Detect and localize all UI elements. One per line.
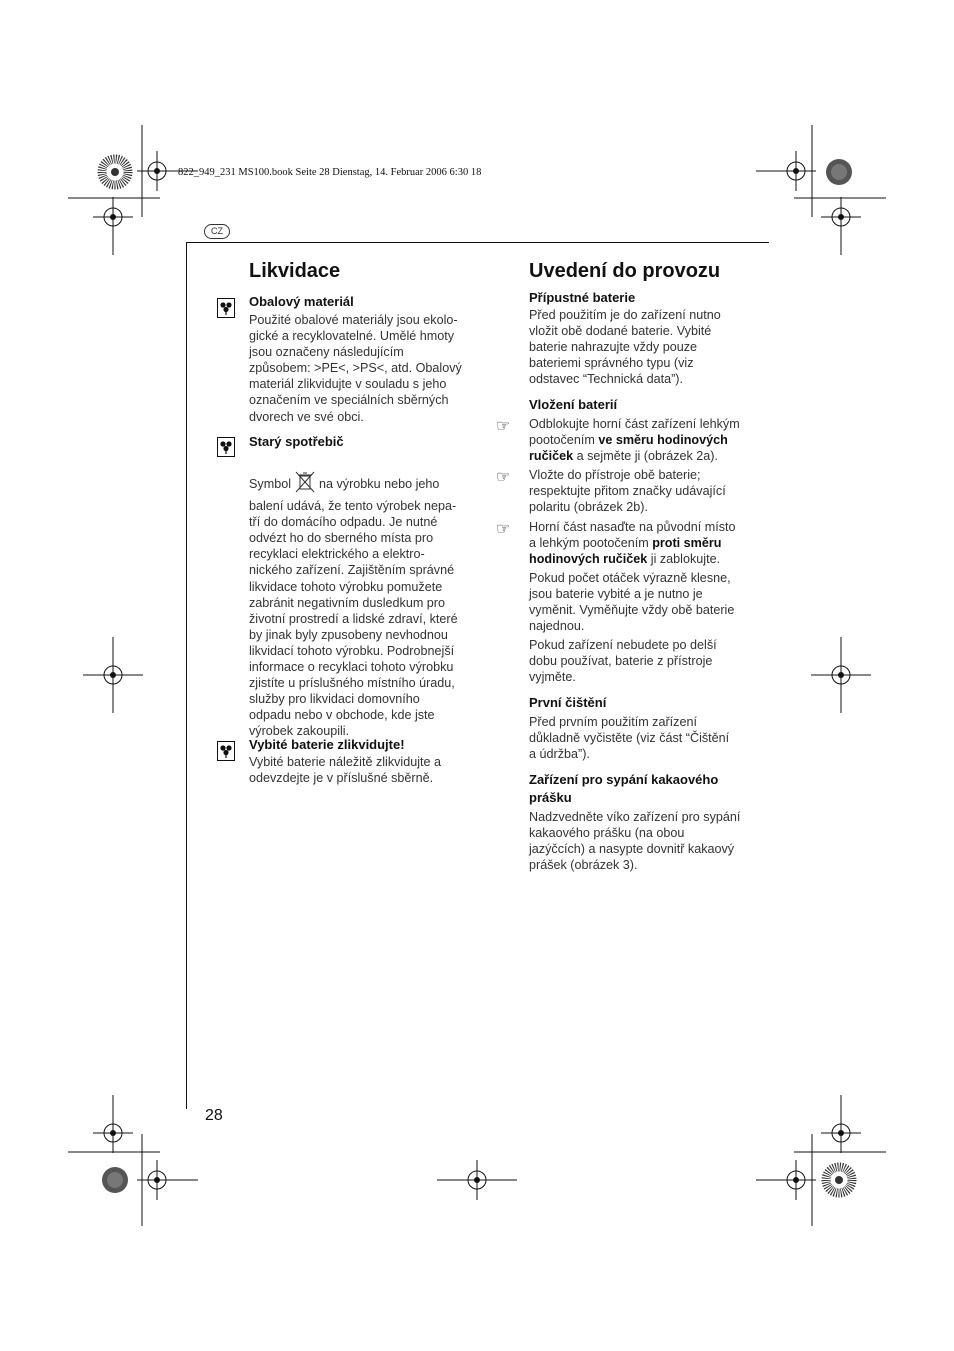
paragraph: Použité obalové materiály jsou ekolo- gické a recyklovatelné. Umělé hmoty jsou označeny následujícím způsobem: >PE<, >PS<, atd. Obalový materiál zlikvidujte v souladu s jeho označením ve speciálních sběrných dvorech ve své obci. (249, 313, 462, 424)
pointing-hand-icon: ☞ (496, 418, 511, 435)
page-number: 28 (205, 1107, 223, 1124)
pointing-hand-icon: ☞ (496, 469, 511, 486)
subheading: Vložení baterií (529, 397, 618, 412)
language-badge: CZ (204, 224, 230, 239)
print-slug: 822_949_231 MS100.book Seite 28 Dienstag, 14. Februar 2006 6:30 18 (178, 167, 482, 178)
section-title-uvedeni: Uvedení do provozu (529, 260, 721, 282)
instruction-step: Vložte do přístroje obě baterie; respektujte přitom značky udávající polaritu (obrázek 2b). (529, 468, 726, 515)
margin-rule (186, 242, 187, 1109)
paragraph: Pokud zařízení nebudete po delší dobu používat, baterie z přístroje vyjměte. (529, 638, 717, 685)
paragraph: Před použitím je do zařízení nutno vložit obě dodané baterie. Vybité baterie nahrazujte vždy pouze bateriemi správného typu (viz odstavec “Technická data”). (529, 308, 721, 387)
recycling-icon (217, 437, 235, 457)
paragraph: Nadzvedněte víko zařízení pro sypání kakaového prášku (na obou jazýčcích) a nasypte dovnitř kakaový prášek (obrázek 3). (529, 810, 741, 873)
subheading: Vybité baterie zlikvidujte! (249, 737, 405, 752)
section-title-likvidace: Likvidace (249, 260, 341, 282)
pointing-hand-icon: ☞ (496, 521, 511, 538)
subheading: Zařízení pro sypání kakaového prášku (529, 772, 719, 805)
paragraph: Před prvním použitím zařízení důkladně vyčistěte (viz část “Čištění a údržba”). (529, 715, 730, 762)
header-rule (186, 242, 769, 243)
subheading: Přípustné baterie (529, 290, 636, 305)
subheading: Starý spotřebič (249, 434, 344, 449)
subheading: První čištění (529, 695, 607, 710)
paragraph: Vybité baterie náležitě zlikvidujte a odevzdejte je v příslušné sběrně. (249, 755, 442, 786)
subheading: Obalový materiál (249, 294, 354, 309)
recycling-icon (217, 741, 235, 761)
instruction-step: Odblokujte horní část zařízení lehkým pootočením ve směru hodinových ručiček a sejměte ji (obrázek 2a). (529, 417, 740, 464)
paragraph: Pokud počet otáček výrazně klesne, jsou baterie vybité a je nutno je vyměnit. Vyměňujte vždy obě baterie najednou. (529, 571, 735, 634)
recycling-icon (217, 298, 235, 318)
instruction-step: Horní část nasaďte na původní místo a lehkým pootočením proti směru hodinových ručiček ji zablokujte. (529, 520, 736, 567)
crossed-bin-icon (294, 470, 316, 498)
paragraph: Symbol na výrobku nebo jeho balení udává, že tento výrobek nepa- tří do domácího odpadu. Je nutné odvézt ho do sberného místa pro recyklaci elektrického a elektro- nického zařízení. Zajištěním správné likvidace tohoto výrobku pomužete zabránit negativním dusledkum pro životní prostredí a lidské zdraví, které by jinak byly zpusobeny nevhodnou likvidací tohoto výrobku. Podrobnejší informace o recyklaci tohoto výrobku zjistíte u príslušného místního úradu, služby pro likvidaci domovního odpadu nebo v obchode, kde jste výrobek zakoupili. (249, 470, 489, 740)
